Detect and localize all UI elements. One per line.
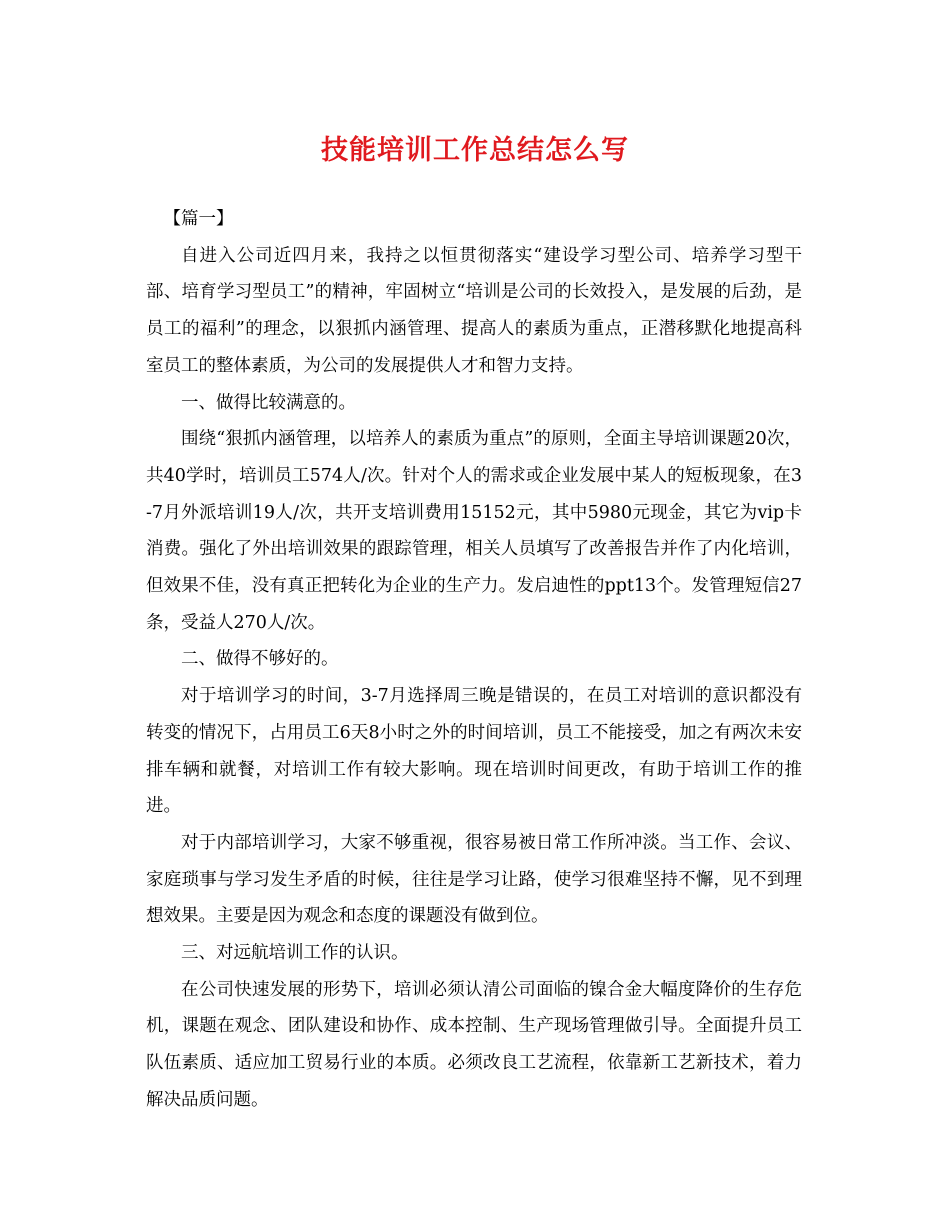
- heading-shortcomings: 二、做得不够好的。: [181, 649, 339, 670]
- paragraph-training-time: 对于培训学习的时间，3-7月选择周三晚是错误的，在员工对培训的意识都没有转变的情况下，占用员工6天8小时之外的时间培训，员工不能接受，加之有两次未安排车辆和就餐，对培训工作有较大影响。现在培训时间更改，有助于培训工作的推进。: [146, 686, 802, 817]
- paragraph-internal-training: 对于内部培训学习，大家不够重视，很容易被日常工作所冲淡。当工作、会议、家庭琐事与学习发生矛盾的时候，往往是学习让路，使学习很难坚持不懈，见不到理想效果。主要是因为观念和态度的课题没有做到位。: [146, 832, 802, 927]
- section-label: 【篇一】: [163, 209, 234, 229]
- paragraph-achievements: 围绕“狠抓内涵管理，以培养人的素质为重点”的原则，全面主导培训课题20次，共40学时，培训员工574人/次。针对个人的需求或企业发展中某人的短板现象，在3-7月外派培训19人/次，共开支培训费用15152元，其中5980元现金，其它为vip卡消费。强化了外出培训效果的跟踪管理，相关人员填写了改善报告并作了内化培训，但效果不佳，没有真正把转化为企业的生产力。发启迪性的ppt13个。发管理短信27条，受益人270人/次。: [146, 429, 802, 633]
- heading-understanding: 三、对远航培训工作的认识。: [181, 943, 409, 964]
- heading-satisfied: 一、做得比较满意的。: [181, 392, 356, 413]
- document-body: [146, 201, 802, 1119]
- paragraph-understanding: 在公司快速发展的形势下，培训必须认清公司面临的镍合金大幅度降价的生存危机，课题在观念、团队建设和协作、成本控制、生产现场管理做引导。全面提升员工队伍素质、适应加工贸易行业的本质。必须改良工艺流程，依靠新工艺新技术，着力解决品质问题。: [146, 979, 802, 1110]
- document-title: 技能培训工作总结怎么写: [321, 135, 629, 166]
- paragraph-intro: 自进入公司近四月来，我持之以恒贯彻落实“建设学习型公司、培养学习型干部、培育学习型员工”的精神，牢固树立“培训是公司的长效投入，是发展的后劲，是员工的福利”的理念，以狠抓内涵管理、提高人的素质为重点，正潜移默化地提高科室员工的整体素质，为公司的发展提供人才和智力支持。: [146, 245, 802, 376]
